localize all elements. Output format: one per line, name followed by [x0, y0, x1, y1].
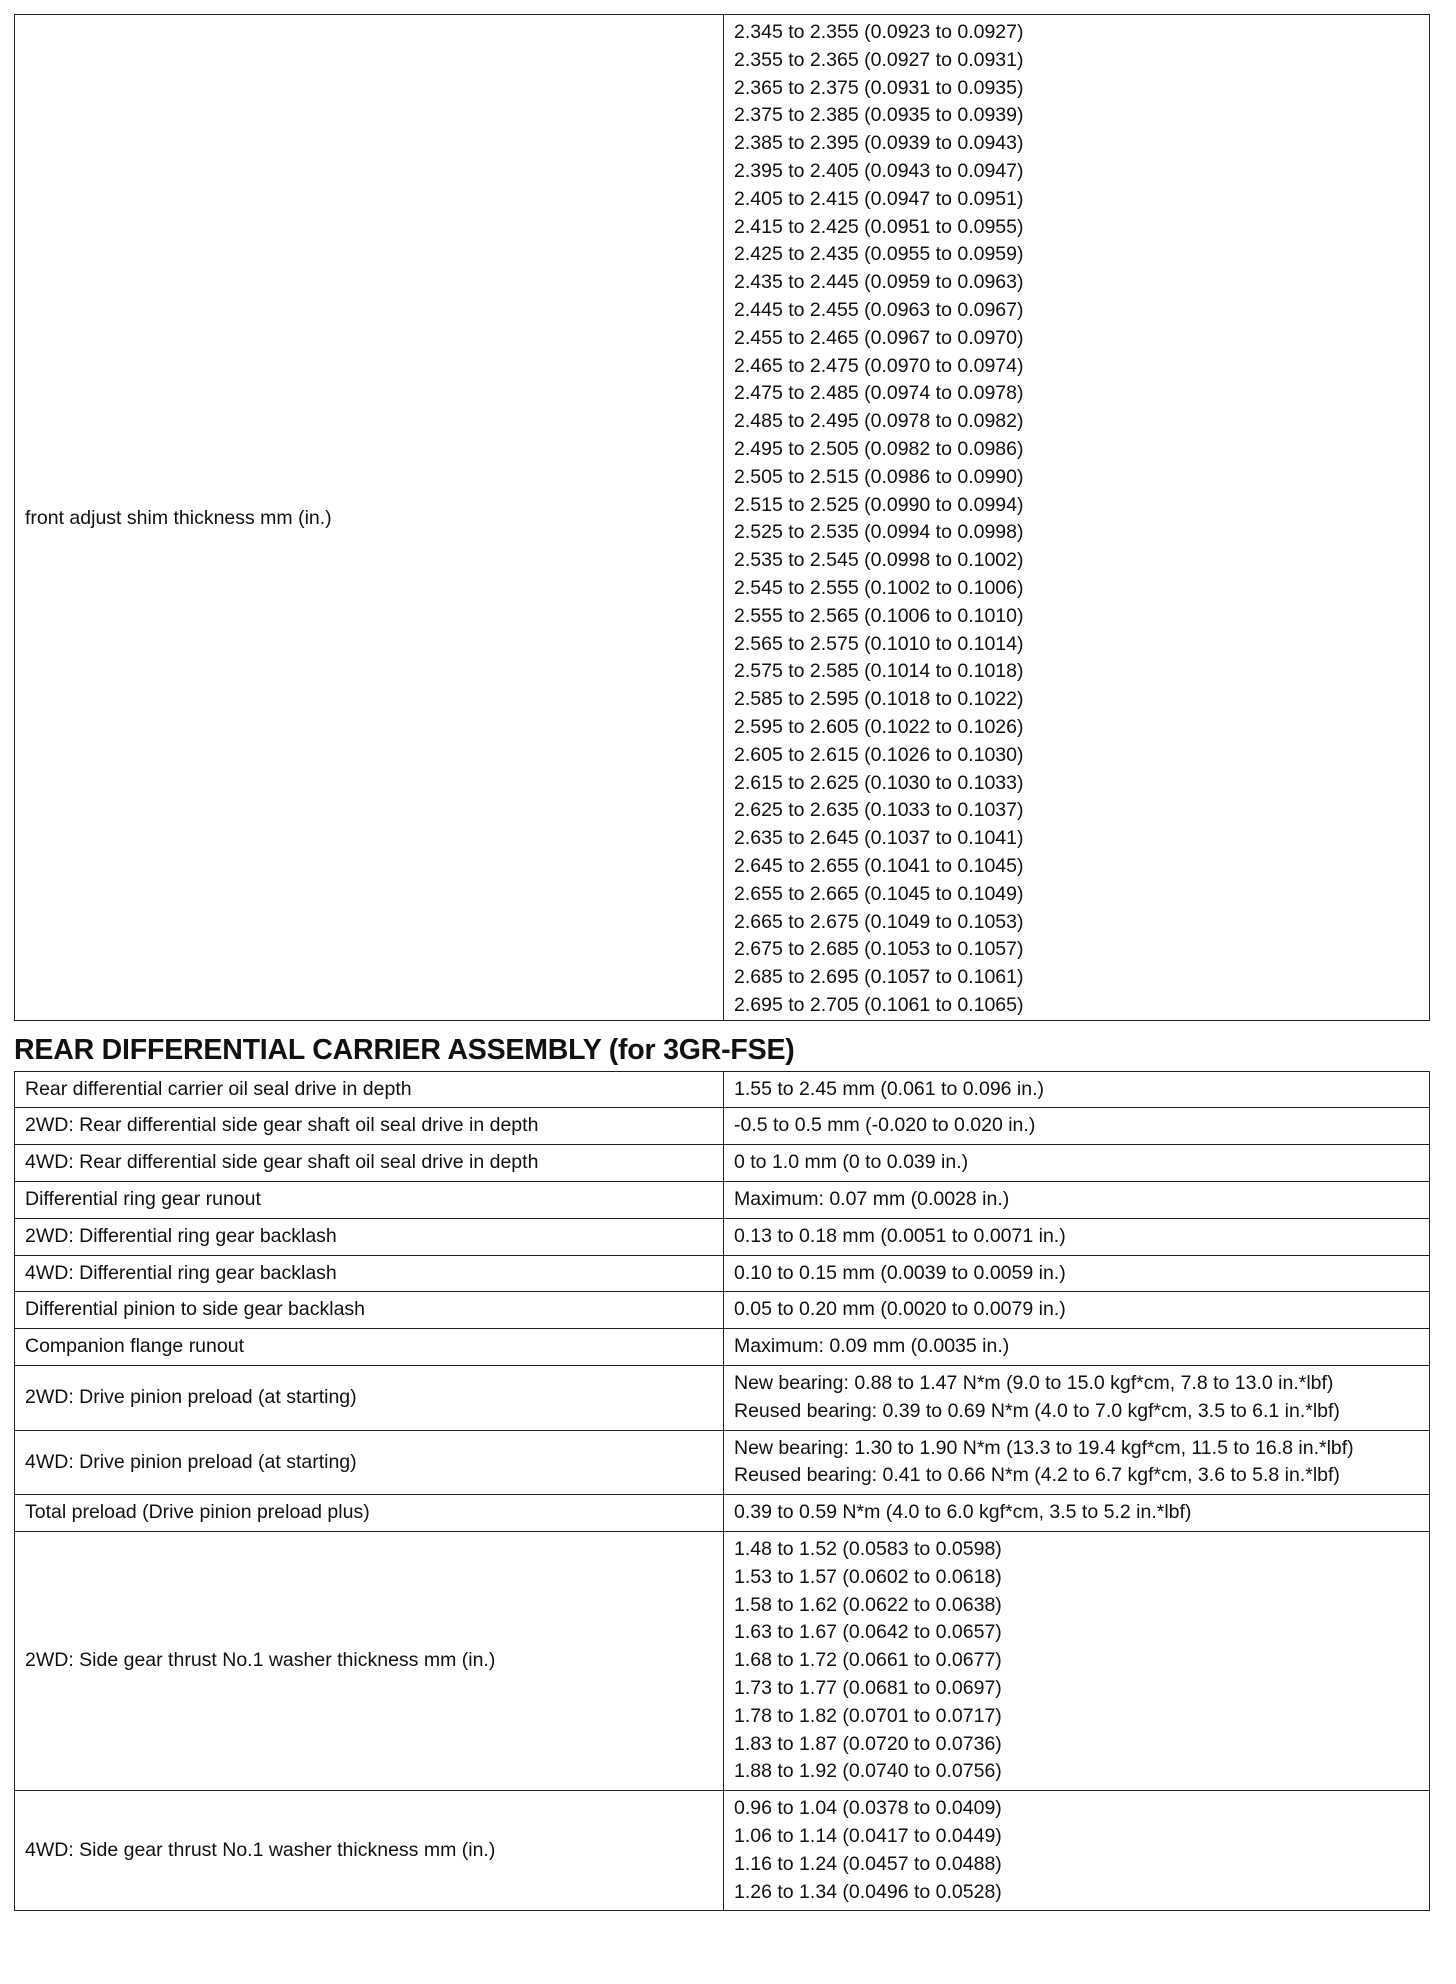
spec-value-line: Maximum: 0.09 mm (0.0035 in.) — [734, 1335, 1010, 1358]
spec-value-line: 1.63 to 1.67 (0.0642 to 0.0657) — [734, 1621, 1002, 1644]
spec-values — [724, 1182, 1430, 1219]
spec-value-line: 2.595 to 2.605 (0.1022 to 0.1026) — [734, 715, 1024, 738]
spec-values — [724, 1532, 1430, 1791]
spec-value-line: 1.73 to 1.77 (0.0681 to 0.0697) — [734, 1677, 1002, 1700]
spec-value-line: 2.385 to 2.395 (0.0939 to 0.0943) — [734, 132, 1024, 155]
spec-value-line: 1.55 to 2.45 mm (0.061 to 0.096 in.) — [734, 1077, 1045, 1100]
spec-value-line: 2.495 to 2.505 (0.0982 to 0.0986) — [734, 437, 1024, 460]
spec-value-line: New bearing: 0.88 to 1.47 N*m (9.0 to 15.0 kgf*cm, 7.8 to 13.0 in.*lbf) — [734, 1372, 1334, 1395]
spec-value-line: New bearing: 1.30 to 1.90 N*m (13.3 to 19.4 kgf*cm, 11.5 to 16.8 in.*lbf) — [734, 1436, 1354, 1459]
spec-label: front adjust shim thickness mm (in.) — [15, 15, 724, 1021]
spec-value-line: 0.96 to 1.04 (0.0378 to 0.0409) — [734, 1797, 1002, 1820]
table-row — [15, 1791, 1430, 1911]
spec-value-line: 0 to 1.0 mm (0 to 0.039 in.) — [734, 1151, 969, 1174]
spec-value-line: 2.525 to 2.535 (0.0994 to 0.0998) — [734, 521, 1024, 544]
spec-value-line: 2.475 to 2.485 (0.0974 to 0.0978) — [734, 382, 1024, 405]
spec-value-line: 0.10 to 0.15 mm (0.0039 to 0.0059 in.) — [734, 1261, 1066, 1284]
spec-value-line: 2.665 to 2.675 (0.1049 to 0.1053) — [734, 910, 1024, 933]
spec-value-line: 2.365 to 2.375 (0.0931 to 0.0935) — [734, 76, 1024, 99]
spec-value-line: 2.395 to 2.405 (0.0943 to 0.0947) — [734, 159, 1024, 182]
spec-values — [724, 1366, 1430, 1431]
spec-value-line: 2.605 to 2.615 (0.1026 to 0.1030) — [734, 743, 1024, 766]
spec-values — [724, 1218, 1430, 1255]
table-row — [15, 1071, 1430, 1108]
spec-label: 4WD: Differential ring gear backlash — [15, 1255, 724, 1292]
spec-label: 2WD: Rear differential side gear shaft oil seal drive in depth — [15, 1108, 724, 1145]
spec-value-line: 2.515 to 2.525 (0.0990 to 0.0994) — [734, 493, 1024, 516]
spec-values — [724, 1791, 1430, 1911]
spec-value-line: 1.83 to 1.87 (0.0720 to 0.0736) — [734, 1732, 1002, 1755]
spec-value-line: Maximum: 0.07 mm (0.0028 in.) — [734, 1188, 1010, 1211]
spec-value-line: 2.565 to 2.575 (0.1010 to 0.1014) — [734, 632, 1024, 655]
spec-value-line: 2.625 to 2.635 (0.1033 to 0.1037) — [734, 799, 1024, 822]
spec-value-line: 2.415 to 2.425 (0.0951 to 0.0955) — [734, 215, 1024, 238]
spec-value-line: Reused bearing: 0.41 to 0.66 N*m (4.2 to 6.7 kgf*cm, 3.6 to 5.8 in.*lbf) — [734, 1464, 1340, 1487]
table-row — [15, 1495, 1430, 1532]
table-row — [15, 1182, 1430, 1219]
spec-label: Companion flange runout — [15, 1329, 724, 1366]
spec-value-line: 2.635 to 2.645 (0.1037 to 0.1041) — [734, 827, 1024, 850]
table-row — [15, 15, 1430, 1021]
front-shim-table — [14, 14, 1430, 1021]
spec-values — [724, 1108, 1430, 1145]
spec-value-line: 1.26 to 1.34 (0.0496 to 0.0528) — [734, 1880, 1002, 1903]
table-row — [15, 1292, 1430, 1329]
spec-values — [724, 1145, 1430, 1182]
spec-value-line: 2.545 to 2.555 (0.1002 to 0.1006) — [734, 576, 1024, 599]
table-row — [15, 1218, 1430, 1255]
spec-value-line: 2.505 to 2.515 (0.0986 to 0.0990) — [734, 465, 1024, 488]
spec-value-line: 1.16 to 1.24 (0.0457 to 0.0488) — [734, 1852, 1002, 1875]
spec-value-line: 2.345 to 2.355 (0.0923 to 0.0927) — [734, 21, 1024, 43]
spec-value-line: 2.425 to 2.435 (0.0955 to 0.0959) — [734, 243, 1024, 266]
spec-value-line: 2.675 to 2.685 (0.1053 to 0.1057) — [734, 938, 1024, 961]
spec-values — [724, 1495, 1430, 1532]
spec-value-line: 2.585 to 2.595 (0.1018 to 0.1022) — [734, 688, 1024, 711]
table-row — [15, 1145, 1430, 1182]
spec-label: Rear differential carrier oil seal drive in depth — [15, 1071, 724, 1108]
section-title: REAR DIFFERENTIAL CARRIER ASSEMBLY (for 3GR-FSE) — [14, 1033, 795, 1066]
spec-label: 4WD: Drive pinion preload (at starting) — [15, 1430, 724, 1495]
spec-value-line: 0.39 to 0.59 N*m (4.0 to 6.0 kgf*cm, 3.5 to 5.2 in.*lbf) — [734, 1501, 1192, 1524]
spec-value-line: 2.455 to 2.465 (0.0967 to 0.0970) — [734, 326, 1024, 349]
spec-value-line: 1.53 to 1.57 (0.0602 to 0.0618) — [734, 1565, 1002, 1588]
spec-value-line: 2.435 to 2.445 (0.0959 to 0.0963) — [734, 271, 1024, 294]
table-row — [15, 1366, 1430, 1431]
spec-value-line: 1.06 to 1.14 (0.0417 to 0.0449) — [734, 1825, 1002, 1848]
spec-value-line: 0.13 to 0.18 mm (0.0051 to 0.0071 in.) — [734, 1224, 1066, 1247]
spec-label: 2WD: Drive pinion preload (at starting) — [15, 1366, 724, 1431]
spec-value-line: 2.555 to 2.565 (0.1006 to 0.1010) — [734, 604, 1024, 627]
spec-value-line: 2.405 to 2.415 (0.0947 to 0.0951) — [734, 187, 1024, 210]
spec-value-line: 2.695 to 2.705 (0.1061 to 0.1065) — [734, 993, 1024, 1016]
spec-value-line: 1.48 to 1.52 (0.0583 to 0.0598) — [734, 1538, 1002, 1561]
spec-value-line: 2.465 to 2.475 (0.0970 to 0.0974) — [734, 354, 1024, 377]
spec-label: Total preload (Drive pinion preload plus) — [15, 1495, 724, 1532]
spec-value-line: 2.355 to 2.365 (0.0927 to 0.0931) — [734, 48, 1024, 71]
spec-values — [724, 15, 1430, 1021]
spec-value-line: 2.535 to 2.545 (0.0998 to 0.1002) — [734, 549, 1024, 572]
spec-values — [724, 1071, 1430, 1108]
spec-label: Differential pinion to side gear backlash — [15, 1292, 724, 1329]
table-row — [15, 1430, 1430, 1495]
spec-value-line: 2.615 to 2.625 (0.1030 to 0.1033) — [734, 771, 1024, 794]
spec-value-line: 1.58 to 1.62 (0.0622 to 0.0638) — [734, 1593, 1002, 1616]
rear-differential-spec-table — [14, 1071, 1430, 1912]
spec-value-line: 2.655 to 2.665 (0.1045 to 0.1049) — [734, 882, 1024, 905]
spec-value-line: 1.68 to 1.72 (0.0661 to 0.0677) — [734, 1649, 1002, 1672]
spec-value-line: 2.575 to 2.585 (0.1014 to 0.1018) — [734, 660, 1024, 683]
spec-values — [724, 1255, 1430, 1292]
spec-label: Differential ring gear runout — [15, 1182, 724, 1219]
spec-values — [724, 1292, 1430, 1329]
spec-value-line: 2.375 to 2.385 (0.0935 to 0.0939) — [734, 104, 1024, 127]
table-row — [15, 1532, 1430, 1791]
spec-value-line: 1.78 to 1.82 (0.0701 to 0.0717) — [734, 1704, 1002, 1727]
table-row — [15, 1108, 1430, 1145]
spec-page — [14, 14, 1430, 1911]
spec-value-line: 2.685 to 2.695 (0.1057 to 0.1061) — [734, 966, 1024, 989]
spec-value-line: Reused bearing: 0.39 to 0.69 N*m (4.0 to 7.0 kgf*cm, 3.5 to 6.1 in.*lbf) — [734, 1399, 1340, 1422]
spec-values — [724, 1329, 1430, 1366]
spec-values — [724, 1430, 1430, 1495]
spec-label: 2WD: Side gear thrust No.1 washer thickness mm (in.) — [15, 1532, 724, 1791]
spec-value-line: 2.485 to 2.495 (0.0978 to 0.0982) — [734, 410, 1024, 433]
spec-label: 2WD: Differential ring gear backlash — [15, 1218, 724, 1255]
spec-value-line: 2.645 to 2.655 (0.1041 to 0.1045) — [734, 854, 1024, 877]
spec-value-line: -0.5 to 0.5 mm (-0.020 to 0.020 in.) — [734, 1114, 1036, 1137]
table-row — [15, 1329, 1430, 1366]
spec-value-line: 1.88 to 1.92 (0.0740 to 0.0756) — [734, 1760, 1002, 1783]
spec-label: 4WD: Rear differential side gear shaft oil seal drive in depth — [15, 1145, 724, 1182]
spec-value-line: 2.445 to 2.455 (0.0963 to 0.0967) — [734, 298, 1024, 321]
spec-value-line: 0.05 to 0.20 mm (0.0020 to 0.0079 in.) — [734, 1298, 1066, 1321]
table-row — [15, 1255, 1430, 1292]
spec-label: 4WD: Side gear thrust No.1 washer thickness mm (in.) — [15, 1791, 724, 1911]
